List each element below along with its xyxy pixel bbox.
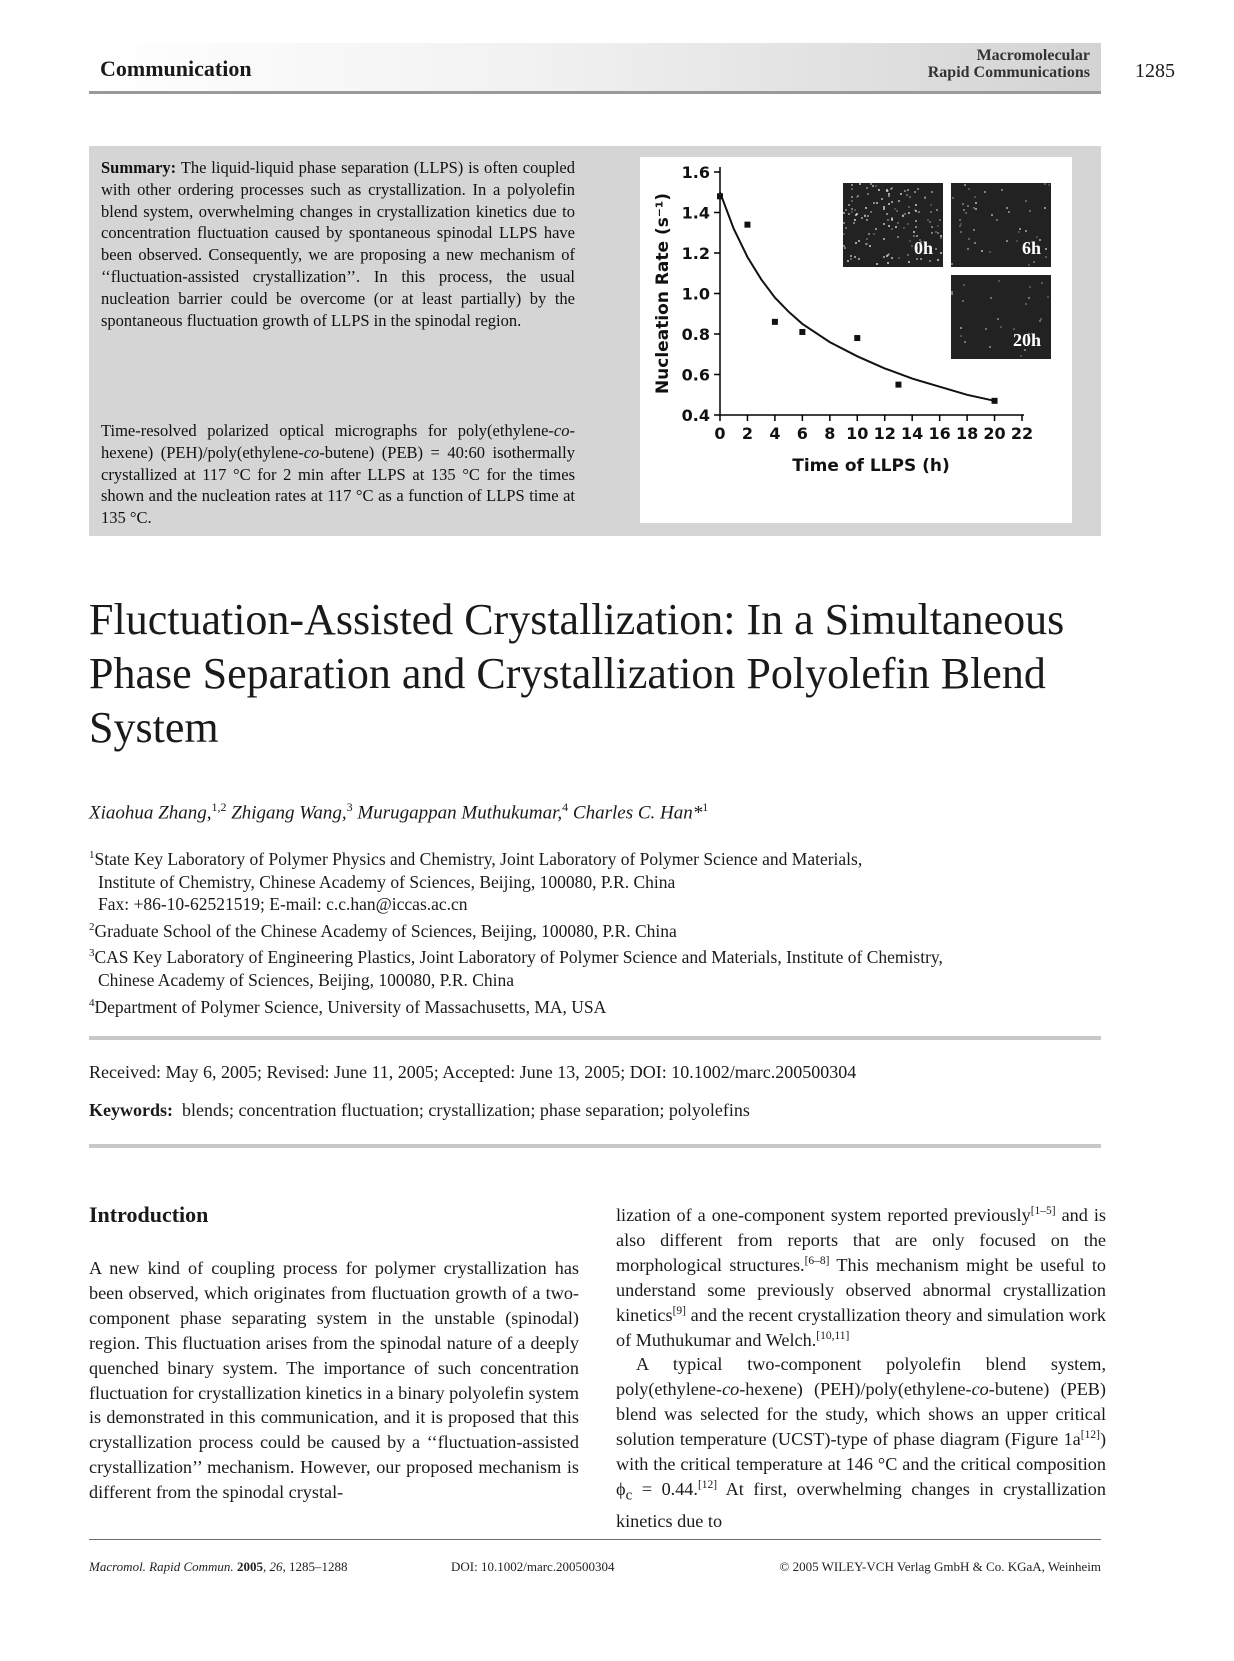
citation: [10,11] xyxy=(816,1329,850,1342)
micrograph-label-6h: 6h xyxy=(1021,238,1041,258)
data-point xyxy=(772,319,778,325)
citation: [9] xyxy=(672,1304,686,1317)
micrograph-speck xyxy=(931,232,933,234)
x-tick-label: 6 xyxy=(796,424,808,443)
micrograph-speck xyxy=(867,215,869,217)
micrograph-speck xyxy=(951,291,953,293)
micrograph-speck xyxy=(865,207,867,209)
text-run: A typical two-component polyolefin blend system, poly(ethylene- xyxy=(616,1354,1106,1400)
y-axis-label: Nucleation Rate (s⁻¹) xyxy=(653,192,673,395)
micrograph-speck xyxy=(866,187,868,189)
micrograph-speck xyxy=(939,219,941,221)
micrograph-speck xyxy=(975,208,977,210)
body-column-right xyxy=(616,1203,1106,1533)
micrograph-speck xyxy=(931,226,933,228)
footer-doi: DOI: 10.1002/marc.200500304 xyxy=(451,1559,615,1574)
micrograph-speck xyxy=(1028,297,1030,299)
caption-part: -hexene) (PEH)/poly(ethylene- xyxy=(101,421,575,462)
micrograph-speck xyxy=(904,190,906,192)
x-tick-label: 8 xyxy=(824,424,836,443)
body-column-left xyxy=(89,1256,579,1505)
micrograph-speck xyxy=(937,259,939,261)
micrograph-speck xyxy=(878,189,880,191)
section-heading-introduction: Introduction xyxy=(89,1202,209,1227)
micrograph-speck xyxy=(883,208,885,210)
micrograph-speck xyxy=(1048,184,1050,186)
affiliation-text: Graduate School of the Chinese Academy of Sciences, Beijing, 100080, P.R. China xyxy=(94,920,677,941)
micrograph-speck xyxy=(851,196,853,198)
y-tick-label: 0.8 xyxy=(681,325,710,344)
footer-copyright: © 2005 WILEY-VCH Verlag GmbH & Co. KGaA, Weinheim xyxy=(779,1559,1101,1574)
micrograph-speck xyxy=(873,233,875,235)
micrograph-speck xyxy=(850,258,852,260)
micrograph-speck xyxy=(907,254,909,256)
summary-body: The liquid-liquid phase separation (LLPS) is often coupled with other ordering processes such as crystallization. In a polyolefin blend system, overwhelming changes in crystallization kinetics due to concentration fluctuation caused by spontaneous spinodal LLPS have been observed. Consequently, we are proposing a new mechanism of ‘‘fluctuation-assisted crystallization’’. In this process, the usual nucleation barrier could be overcome (or at least partially) by the spontaneous fluctuation growth of LLPS in the spinodal region. xyxy=(101,158,575,330)
micrograph-label-20h: 20h xyxy=(1012,330,1041,350)
micrograph-speck xyxy=(904,213,906,215)
italic-text: co xyxy=(971,1379,989,1400)
micrograph-speck xyxy=(973,229,975,231)
paragraph: A new kind of coupling process for polymer crystallization has been observed, which originates from fluctuation growth of a two-component phase separating system in the unstable (spinodal) region. This fluctuation arises from the spinodal nature of a deeply quenched binary system. The importance of such concentration fluctuation for crystallization kinetics in a binary polyolefin system is demonstrated in this communication, and it is proposed that this crystallization process could be caused by a ‘‘fluctuation-assisted crystallization’’ mechanism. However, our proposed mechanism is different from the spinodal crystal- xyxy=(89,1258,579,1503)
micrograph-speck xyxy=(915,226,917,228)
micrograph-speck xyxy=(867,193,869,195)
author-list xyxy=(89,800,708,824)
x-axis-label: Time of LLPS (h) xyxy=(792,456,950,476)
y-tick-label: 0.6 xyxy=(681,365,710,385)
micrograph-speck xyxy=(875,228,877,230)
affiliation-number: 4 xyxy=(89,996,95,1009)
micrograph-speck xyxy=(868,233,870,235)
micrograph-speck xyxy=(959,225,961,227)
micrograph-speck xyxy=(963,209,965,211)
micrograph-speck xyxy=(937,225,939,227)
micrograph-speck xyxy=(990,297,992,299)
micrograph-speck xyxy=(930,211,932,213)
text-run: -hexene) (PEH)/poly(ethylene- xyxy=(739,1379,972,1400)
affiliation-number: 2 xyxy=(89,920,95,933)
micrograph-speck xyxy=(989,346,991,348)
micrograph-speck xyxy=(870,211,872,213)
micrograph-speck xyxy=(913,235,915,237)
author-name: Charles C. Han* xyxy=(572,802,703,824)
micrograph-speck xyxy=(866,219,868,221)
affiliation-number: 1 xyxy=(89,849,95,861)
micrograph-speck xyxy=(851,184,853,186)
micrograph-speck xyxy=(973,207,975,209)
micrograph-speck xyxy=(1025,303,1027,305)
micrograph-speck xyxy=(903,227,905,229)
micrograph-speck xyxy=(967,248,969,250)
micrograph-speck xyxy=(869,245,871,247)
micrograph-speck xyxy=(866,238,868,240)
micrograph-speck xyxy=(848,213,850,215)
article-title: Fluctuation-Assisted Crystallization: In a Simultaneous Phase Separation and Crystallization Polyolefin Blend System xyxy=(89,595,1065,752)
author-affiliation-ref: 1,2 xyxy=(211,800,227,814)
text-run: and is also different from reports that are only focused on the morphological structures. xyxy=(616,1205,1106,1275)
x-tick-label: 14 xyxy=(901,424,924,443)
micrograph-speck xyxy=(1029,286,1031,288)
caption-italic: co xyxy=(553,421,570,440)
footer-volume: 26 xyxy=(269,1559,283,1574)
x-tick-label: 10 xyxy=(846,424,869,443)
journal-name xyxy=(860,47,1090,81)
micrograph-speck xyxy=(847,260,849,262)
micrograph-speck xyxy=(908,212,910,214)
keywords xyxy=(89,1100,750,1121)
y-tick-label: 1.0 xyxy=(681,284,710,304)
subscript: c xyxy=(625,1486,633,1504)
micrograph-speck xyxy=(1039,320,1041,322)
text-run: and the recent crystallization theory and simulation work of Muthukumar and Welch. xyxy=(616,1304,1106,1350)
contact-info: Fax: +86-10-62521519; E-mail: c.c.han@iccas.ac.cn xyxy=(98,894,468,915)
affiliation-text: State Key Laboratory of Polymer Physics and Chemistry, Joint Laboratory of Polymer Science and Materials, xyxy=(94,848,863,869)
text-run: = 0.44. xyxy=(632,1478,698,1499)
micrograph-speck xyxy=(1029,210,1031,212)
micrograph-speck xyxy=(896,210,898,212)
micrograph-speck xyxy=(962,203,964,205)
citation: [1–5] xyxy=(1030,1204,1056,1217)
x-tick-label: 12 xyxy=(873,424,896,443)
micrograph-speck xyxy=(891,228,893,230)
divider xyxy=(89,1036,1101,1040)
x-tick-label: 20 xyxy=(983,424,1006,443)
micrograph-speck xyxy=(891,218,893,220)
x-tick-label: 22 xyxy=(1010,424,1034,443)
nucleation-rate-chart xyxy=(640,157,1072,523)
micrograph-speck xyxy=(887,262,889,264)
micrograph-speck xyxy=(951,293,953,295)
micrograph-speck xyxy=(848,204,850,206)
figure-caption xyxy=(101,420,575,529)
micrograph-speck xyxy=(855,242,857,244)
micrograph-speck xyxy=(915,210,917,212)
journal-name-line1: Macromolecular xyxy=(976,47,1090,64)
micrograph-speck xyxy=(872,185,874,187)
micrograph-speck xyxy=(856,196,858,198)
data-point xyxy=(854,335,860,341)
micrograph-speck xyxy=(1006,240,1008,242)
keywords-label: Keywords: xyxy=(89,1100,173,1120)
x-tick-label: 0 xyxy=(714,424,726,443)
footer-year: 2005 xyxy=(236,1559,263,1574)
micrograph-speck xyxy=(851,211,853,213)
micrograph-speck xyxy=(1044,183,1046,185)
micrograph-speck xyxy=(888,225,890,227)
footer-citation: Macromol. Rapid Commun. 2005, 26, 1285–1288 xyxy=(89,1559,348,1574)
paragraph xyxy=(616,1203,1106,1352)
micrograph-speck xyxy=(907,223,909,225)
micrograph-speck xyxy=(1008,211,1010,213)
micrograph-speck xyxy=(876,202,878,204)
micrograph-speck xyxy=(881,198,883,200)
y-tick-label: 0.4 xyxy=(681,406,710,425)
micrograph-speck xyxy=(1025,230,1027,232)
summary-label: Summary: xyxy=(101,158,177,177)
citation: [12] xyxy=(1080,1429,1100,1442)
micrograph-speck xyxy=(924,196,926,198)
micrograph-speck xyxy=(974,196,976,198)
micrograph-speck xyxy=(854,256,856,258)
micrograph-speck xyxy=(991,214,993,216)
micrograph-speck xyxy=(968,188,970,190)
micrograph-speck xyxy=(916,235,918,237)
micrograph-0h xyxy=(843,183,943,267)
micrograph-speck xyxy=(1047,296,1049,298)
data-point xyxy=(744,222,750,228)
micrograph-speck xyxy=(1016,240,1018,242)
micrograph-speck xyxy=(1019,228,1021,230)
micrograph-speck xyxy=(985,328,987,330)
micrograph-speck xyxy=(897,236,899,238)
micrograph-speck xyxy=(883,256,885,258)
micrograph-speck xyxy=(914,191,916,193)
micrograph-speck xyxy=(1006,207,1008,209)
micrograph-speck xyxy=(967,205,969,207)
footer-rule xyxy=(89,1539,1101,1540)
micrograph-speck xyxy=(888,195,890,197)
micrograph-speck xyxy=(858,258,860,260)
affiliation-3-cont: Chinese Academy of Sciences, Beijing, 100080, P.R. China xyxy=(98,970,515,990)
affiliation-1-cont: Institute of Chemistry, Chinese Academy of Sciences, Beijing, 100080, P.R. China xyxy=(98,871,676,892)
micrograph-speck xyxy=(895,226,897,228)
data-point xyxy=(895,382,901,388)
micrograph-speck xyxy=(1000,326,1002,328)
author-affiliation-ref: 4 xyxy=(562,800,569,814)
micrograph-speck xyxy=(891,257,893,259)
publication-dates: Received: May 6, 2005; Revised: June 11, 2005; Accepted: June 13, 2005; DOI: 10.1002/marc.200500304 xyxy=(89,1062,857,1082)
micrograph-speck xyxy=(843,212,845,214)
micrograph-speck xyxy=(998,280,1000,282)
journal-name-line2: Rapid Communications xyxy=(927,64,1090,81)
text-run: At first, overwhelming changes in crystallization kinetics due to xyxy=(616,1478,1106,1531)
micrograph-speck xyxy=(859,183,861,185)
x-tick-label: 2 xyxy=(741,424,754,443)
affiliations xyxy=(89,844,1109,1018)
micrograph-speck xyxy=(964,341,966,343)
micrograph-speck xyxy=(931,191,933,193)
text-run: -butene) (PEB) blend was selected for the study, which shows an upper critical solution temperature (UCST)-type of phase diagram (Figure 1a xyxy=(616,1379,1106,1450)
micrograph-speck xyxy=(861,217,863,219)
x-tick-label: 4 xyxy=(769,424,781,443)
data-point xyxy=(799,329,805,335)
affiliation-number: 3 xyxy=(89,947,95,960)
author-affiliation-ref: 3 xyxy=(346,800,353,814)
citation: [12] xyxy=(697,1478,718,1491)
micrograph-speck xyxy=(975,202,977,204)
keywords-list: blends; concentration fluctuation; crystallization; phase separation; polyolefins xyxy=(182,1100,750,1120)
micrograph-speck xyxy=(937,232,939,234)
micrograph-speck xyxy=(900,193,902,195)
micrograph-speck xyxy=(883,223,885,225)
data-point xyxy=(717,193,723,199)
micrograph-speck xyxy=(845,227,847,229)
micrograph-speck xyxy=(917,188,919,190)
micrograph-speck xyxy=(915,204,917,206)
micrograph-speck xyxy=(866,243,868,245)
micrograph-speck xyxy=(909,240,911,242)
micrograph-speck xyxy=(1020,355,1022,357)
micrograph-speck xyxy=(887,254,889,256)
micrograph-speck xyxy=(915,220,917,222)
micrograph-speck xyxy=(913,231,915,233)
micrograph-speck xyxy=(891,187,893,189)
y-tick-label: 1.4 xyxy=(681,203,710,223)
micrograph-speck xyxy=(908,261,910,263)
micrograph-speck xyxy=(960,335,962,337)
micrograph-speck xyxy=(940,252,942,254)
micrograph-speck xyxy=(898,200,900,202)
micrograph-speck xyxy=(963,284,965,286)
micrograph-speck xyxy=(984,191,986,193)
affiliation-1 xyxy=(89,844,1109,871)
micrograph-speck xyxy=(855,214,857,216)
micrograph-speck xyxy=(873,202,875,204)
text-run: ) with the critical temperature at 146 °C and the critical composition ϕ xyxy=(616,1429,1106,1499)
micrograph-speck xyxy=(906,194,908,196)
micrograph-speck xyxy=(876,263,878,265)
micrograph-speck xyxy=(845,209,847,211)
micrograph-speck xyxy=(851,188,853,190)
micrograph-speck xyxy=(886,213,888,215)
micrograph-speck xyxy=(908,206,910,208)
micrograph-speck xyxy=(940,237,942,239)
author-name: Xiaohua Zhang, xyxy=(89,802,212,824)
affiliation-text: CAS Key Laboratory of Engineering Plastics, Joint Laboratory of Polymer Science and Materials, Institute of Chemistry, xyxy=(94,947,943,968)
citation: [6–8] xyxy=(804,1254,830,1267)
footer-pages: , 1285–1288 xyxy=(282,1559,348,1574)
micrograph-speck xyxy=(843,245,845,247)
micrograph-speck xyxy=(858,240,860,242)
x-tick-label: 16 xyxy=(928,424,951,443)
micrograph-speck xyxy=(898,257,900,259)
micrograph-speck xyxy=(1040,318,1042,320)
micrograph-speck xyxy=(1045,256,1047,258)
micrograph-speck xyxy=(875,185,877,187)
micrograph-speck xyxy=(891,201,893,203)
micrograph-speck xyxy=(1041,282,1043,284)
micrograph-speck xyxy=(935,248,937,250)
micrograph-speck xyxy=(989,251,991,253)
micrograph-speck xyxy=(940,235,942,237)
micrograph-speck xyxy=(854,209,856,211)
micrograph-label-0h: 0h xyxy=(913,238,933,258)
divider xyxy=(89,1144,1101,1148)
page-number: 1285 xyxy=(1135,60,1175,82)
caption-part: -butene) (PEB) = 40:60 isothermally crystallized at 117 °C for 2 min after LLPS at 135 °C for the times shown and the nucleation rates at 117 °C as a function of LLPS time at 135 °C. xyxy=(101,442,575,528)
micrograph-speck xyxy=(959,219,961,221)
caption-italic: co xyxy=(303,442,320,462)
paragraph xyxy=(616,1352,1106,1533)
italic-text: co xyxy=(722,1379,740,1400)
micrograph-speck xyxy=(951,263,953,265)
micrograph-speck xyxy=(887,219,889,221)
micrograph-speck xyxy=(887,190,889,192)
micrograph-speck xyxy=(968,238,970,240)
micrograph-speck xyxy=(1044,207,1046,209)
micrograph-speck xyxy=(1001,189,1003,191)
micrograph-speck xyxy=(929,260,931,262)
micrograph-speck xyxy=(929,221,931,223)
micrograph-speck xyxy=(844,247,846,249)
micrograph-speck xyxy=(962,300,964,302)
affiliation-3 xyxy=(89,942,1109,969)
micrograph-speck xyxy=(936,209,938,211)
micrograph-speck xyxy=(888,193,890,195)
micrograph-speck xyxy=(1028,264,1030,266)
footer-journal: Macromol. Rapid Commun. xyxy=(89,1559,234,1574)
summary-text xyxy=(101,157,575,331)
micrograph-speck xyxy=(897,222,899,224)
micrograph-speck xyxy=(853,222,855,224)
author-name: Zhigang Wang, xyxy=(231,802,347,824)
micrograph-speck xyxy=(909,196,911,198)
affiliation-text: Department of Polymer Science, University of Massachusetts, MA, USA xyxy=(94,996,607,1017)
micrograph-speck xyxy=(907,189,909,191)
micrograph-speck xyxy=(1045,248,1047,250)
micrograph-speck xyxy=(888,203,890,205)
micrograph-6h xyxy=(951,183,1051,267)
micrograph-speck xyxy=(997,318,999,320)
text-run: This mechanism might be useful to understand some previously observed abnormal crystallization kinetics xyxy=(616,1254,1106,1325)
micrograph-speck xyxy=(1025,200,1027,202)
micrograph-speck xyxy=(843,233,845,235)
micrograph-speck xyxy=(902,215,904,217)
micrograph-speck xyxy=(850,255,852,257)
section-label: Communication xyxy=(100,56,252,81)
micrograph-speck xyxy=(960,327,962,329)
x-tick-label: 18 xyxy=(955,424,979,443)
text-run: lization of a one-component system reported previously xyxy=(616,1205,1031,1225)
micrograph-speck xyxy=(965,212,967,214)
micrograph-speck xyxy=(960,231,962,233)
micrograph-speck xyxy=(974,242,976,244)
micrograph-speck xyxy=(911,245,913,247)
micrograph-speck xyxy=(930,204,932,206)
affiliation-4 xyxy=(89,992,1109,1019)
y-tick-label: 1.6 xyxy=(681,163,710,182)
micrograph-speck xyxy=(854,219,856,221)
micrograph-speck xyxy=(883,238,885,240)
micrograph-speck xyxy=(851,208,853,210)
y-tick-label: 1.2 xyxy=(681,244,710,263)
micrograph-speck xyxy=(883,206,885,208)
micrograph-speck xyxy=(1018,231,1020,233)
affiliation-2 xyxy=(89,916,1109,943)
micrograph-speck xyxy=(964,184,966,186)
author-name: Murugappan Muthukumar, xyxy=(357,802,563,824)
micrograph-speck xyxy=(1033,261,1035,263)
data-point xyxy=(992,398,998,404)
micrograph-speck xyxy=(996,219,998,221)
author-affiliation-ref: 1 xyxy=(702,800,709,814)
micrograph-20h xyxy=(951,275,1051,359)
caption-part: Time-resolved polarized optical micrographs for poly(ethylene- xyxy=(101,421,554,440)
micrograph-speck xyxy=(843,222,845,224)
micrograph-speck xyxy=(952,197,954,199)
micrograph-speck xyxy=(864,215,866,217)
micrograph-speck xyxy=(918,211,920,213)
micrograph-speck xyxy=(981,250,983,252)
micrograph-speck xyxy=(851,200,853,202)
